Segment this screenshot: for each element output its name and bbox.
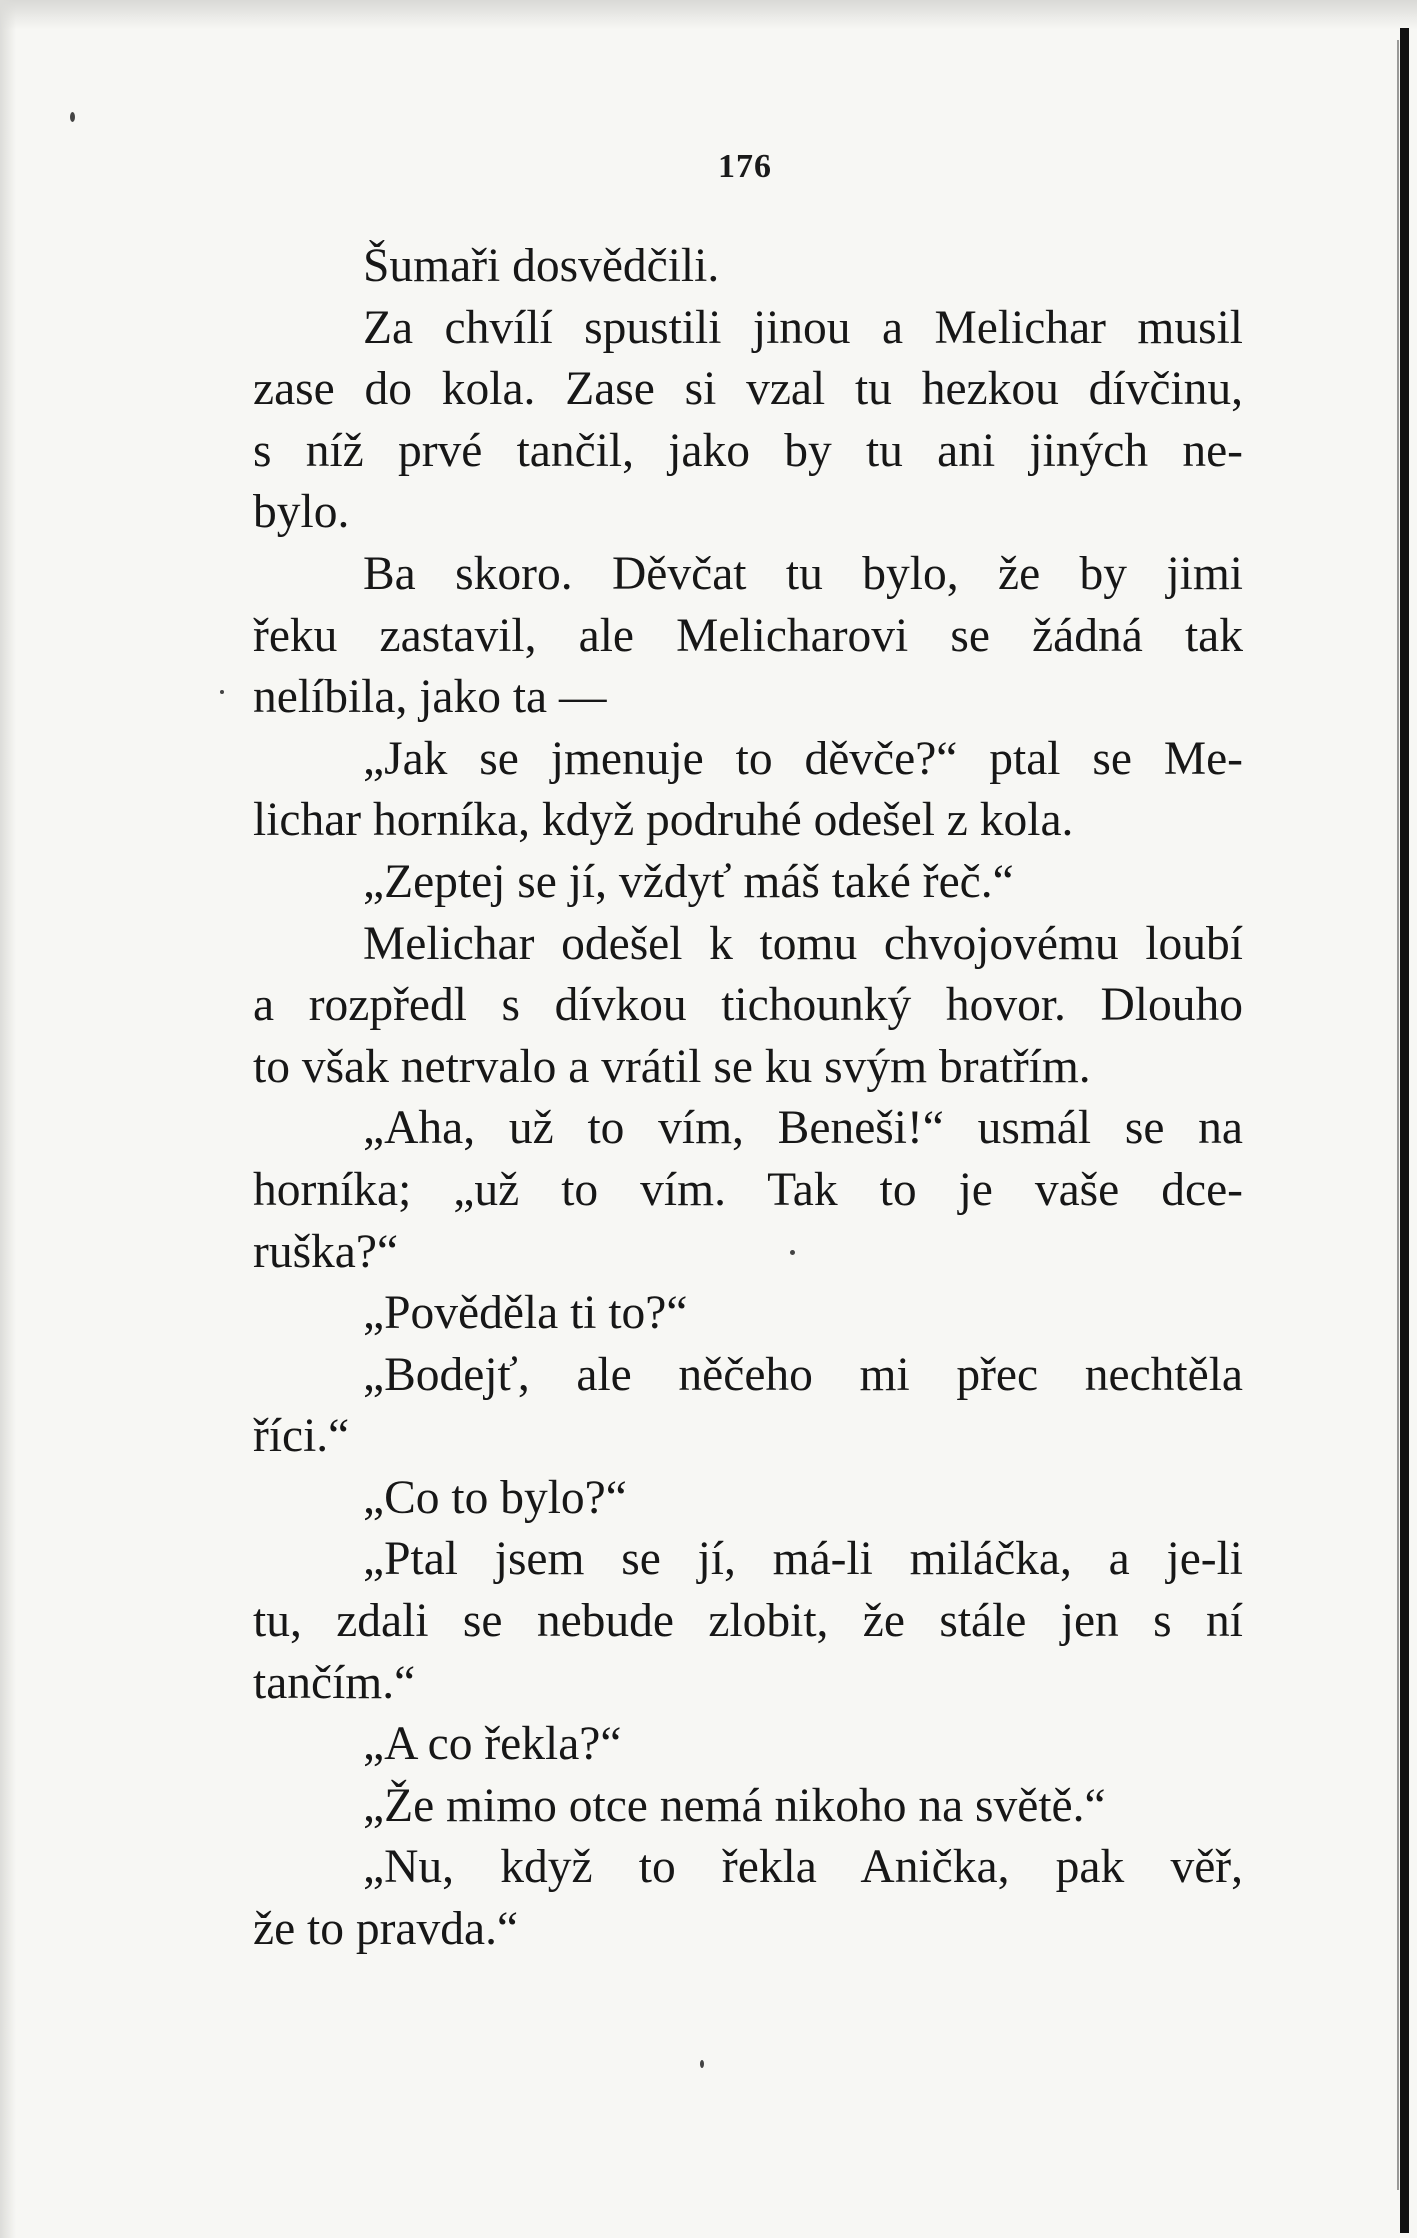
text-line: „Že mimo otce nemá nikoho na světě.“ (363, 1779, 1106, 1832)
text-line: Melichar odešel k tomu chvojovému loubí (363, 917, 1243, 970)
text-line: to však netrvalo a vrátil se ku svým bratřím. (253, 1040, 1091, 1093)
text-line: „Pověděla ti to?“ (363, 1287, 688, 1340)
text-line: „A co řekla?“ (363, 1718, 622, 1771)
text-line: „Bodejť, ale něčeho mi přec nechtěla (363, 1348, 1243, 1401)
text-line: nelíbila, jako ta — (253, 671, 607, 724)
text-line: Za chvílí spustili jinou a Melichar musil (363, 301, 1243, 354)
text-line: „Jak se jmenuje to děvče?“ ptal se Me- (363, 732, 1243, 785)
page-number: 176 (718, 148, 772, 185)
scan-speck (790, 1250, 795, 1255)
text-line: „Nu, když to řekla Anička, pak věř, (363, 1841, 1243, 1894)
text-line: říci.“ (253, 1410, 350, 1463)
text-line: horníka; „už to vím. Tak to je vaše dce- (253, 1163, 1243, 1216)
text-line: zase do kola. Zase si vzal tu hezkou dívčinu, (253, 363, 1243, 416)
text-line: bylo. (253, 486, 350, 539)
text-line: „Co to bylo?“ (363, 1471, 627, 1524)
text-line: Šumaři dosvědčili. (363, 240, 720, 292)
text-line: „Aha, už to vím, Beneši!“ usmál se na (363, 1102, 1243, 1155)
text-line: a rozpředl s dívkou tichounký hovor. Dlouho (253, 979, 1243, 1032)
text-line: lichar horníka, když podruhé odešel z kola. (253, 794, 1074, 847)
page-edge-line (1397, 40, 1399, 2190)
text-line: ruška?“ (253, 1225, 399, 1278)
body-text (253, 236, 1243, 1961)
text-line: tančím.“ (253, 1656, 416, 1709)
text-line: tu, zdali se nebude zlobit, že stále jen s ní (253, 1595, 1243, 1648)
text-line: „Zeptej se jí, vždyť máš také řeč.“ (363, 855, 1014, 908)
text-line: Ba skoro. Děvčat tu bylo, že by jimi (363, 547, 1243, 600)
text-line: že to pravda.“ (253, 1903, 519, 1956)
page-edge-shadow (1400, 28, 1409, 2233)
scan-speck (220, 690, 224, 694)
scan-speck (700, 2060, 704, 2068)
text-line: řeku zastavil, ale Melicharovi se žádná tak (253, 609, 1243, 662)
text-line: s níž prvé tančil, jako by tu ani jiných ne- (253, 424, 1243, 477)
text-line: „Ptal jsem se jí, má-li miláčka, a je-li (363, 1533, 1243, 1586)
scan-speck (70, 112, 75, 122)
